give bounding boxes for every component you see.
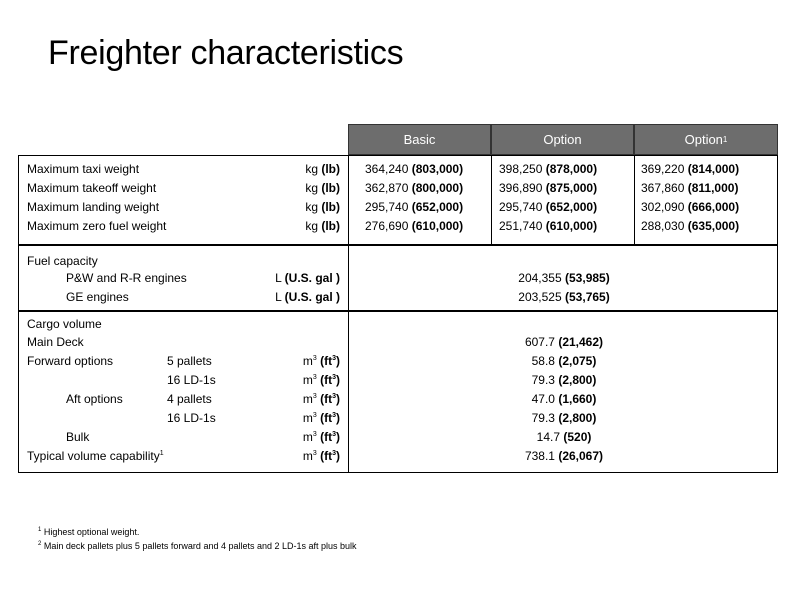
- value-option: 398,250 (878,000): [499, 162, 598, 176]
- row-unit: kg (lb): [305, 162, 340, 176]
- value-option: 295,740 (652,000): [499, 200, 598, 214]
- value-option: 396,890 (875,000): [499, 181, 598, 195]
- row-unit: L (U.S. gal ): [275, 290, 340, 304]
- value-all: 79.3 (2,800): [531, 411, 597, 425]
- row-unit: L (U.S. gal ): [275, 271, 340, 285]
- footnote: $^2$ Main deck pallets plus 5 pallets forward and 4 pallets and 2 LD-1s aft plus bulk: [38, 541, 357, 551]
- row-unit: $m^3$ $(ft^3)$: [302, 354, 340, 368]
- row-unit: $m^3$ $(ft^3)$: [302, 373, 340, 387]
- value-option-1: 369,220 (814,000): [641, 162, 740, 176]
- row-label: Maximum taxi weight: [27, 162, 140, 176]
- value-all: 14.7 (520): [536, 430, 592, 444]
- row-label: Bulk: [66, 430, 90, 444]
- column-header-basic: [348, 124, 491, 155]
- row-sublabel: 16 LD-1s: [167, 411, 216, 425]
- row-unit: kg (lb): [305, 200, 340, 214]
- column-header-option: [491, 124, 634, 155]
- row-sublabel: 5 pallets: [167, 354, 212, 368]
- row-label: Aft options: [66, 392, 123, 406]
- row-label: P&W and R-R engines: [66, 271, 187, 285]
- value-basic: 362,870 (800,000): [365, 181, 464, 195]
- column-header-option-1: Option 1: [634, 124, 778, 155]
- column-header-label: Basic: [403, 132, 436, 147]
- value-option-1: 302,090 (666,000): [641, 200, 740, 214]
- value-all: 47.0 (1,660): [531, 392, 597, 406]
- row-label: Maximum zero fuel weight: [27, 219, 167, 233]
- row-label: Main Deck: [27, 335, 84, 349]
- value-basic: 295,740 (652,000): [365, 200, 464, 214]
- value-basic: 364,240 (803,000): [365, 162, 464, 176]
- value-all: 203,525 (53,765): [518, 290, 610, 304]
- row-label: Typical volume capability$^1$: [27, 449, 164, 463]
- row-unit: $m^3$ $(ft^3)$: [302, 430, 340, 444]
- column-header-label: Option: [543, 132, 582, 147]
- value-all: 79.3 (2,800): [531, 373, 597, 387]
- row-unit: $m^3$ $(ft^3)$: [302, 392, 340, 406]
- cargo-section: [18, 311, 778, 473]
- value-all: 607.7 (21,462): [524, 335, 604, 349]
- row-unit: $m^3$ $(ft^3)$: [302, 411, 340, 425]
- value-all: 738.1 (26,067): [524, 449, 604, 463]
- column-header-label: Option: [684, 132, 723, 147]
- row-unit: kg (lb): [305, 181, 340, 195]
- row-label: Forward options: [27, 354, 114, 368]
- value-all: 204,355 (53,985): [518, 271, 610, 285]
- value-option-1: 288,030 (635,000): [641, 219, 740, 233]
- value-option-1: 367,860 (811,000): [641, 181, 739, 195]
- row-unit: $m^3$ $(ft^3)$: [302, 449, 340, 463]
- fuel-section: [18, 245, 778, 311]
- section-heading: Cargo volume: [27, 317, 102, 331]
- page-title: Freighter characteristics: [48, 34, 404, 72]
- weights-section: [18, 155, 778, 245]
- row-label: GE engines: [66, 290, 129, 304]
- row-sublabel: 4 pallets: [167, 392, 212, 406]
- value-option: 251,740 (610,000): [499, 219, 598, 233]
- footnote: $^1$ Highest optional weight.: [38, 527, 140, 537]
- value-all: 58.8 (2,075): [531, 354, 597, 368]
- row-sublabel: 16 LD-1s: [167, 373, 216, 387]
- section-heading: Fuel capacity: [27, 254, 98, 268]
- row-label: Maximum landing weight: [27, 200, 160, 214]
- row-unit: kg (lb): [305, 219, 340, 233]
- row-label: Maximum takeoff weight: [27, 181, 157, 195]
- value-basic: 276,690 (610,000): [365, 219, 464, 233]
